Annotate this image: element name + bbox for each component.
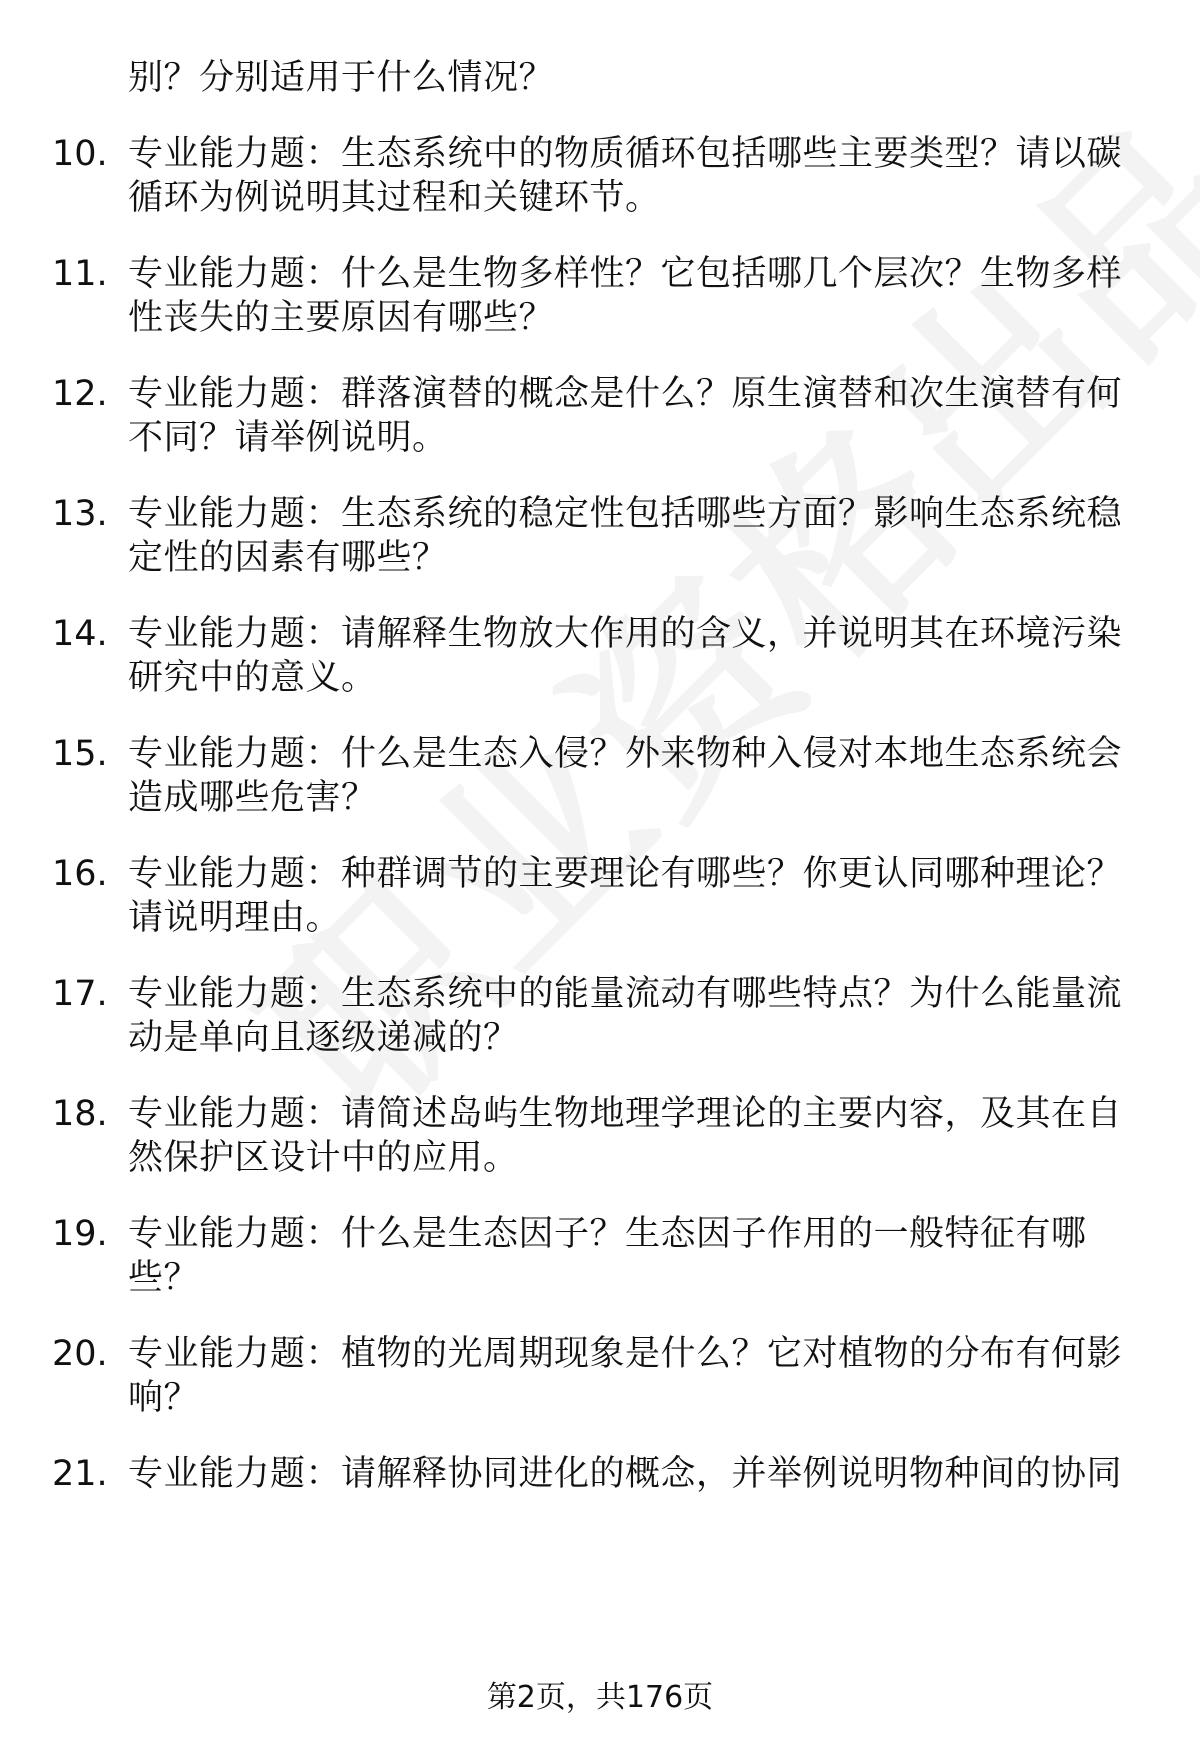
continuation-line: 别？分别适用于什么情况？ <box>128 58 555 98</box>
question-text-line: 专业能力题：什么是生态因子？生态因子作用的一般特征有哪 <box>128 1214 1087 1254</box>
question-text-line: 专业能力题：生态系统中的能量流动有哪些特点？为什么能量流 <box>128 974 1123 1014</box>
question-number: 10. <box>52 134 108 174</box>
question-text-line: 研究中的意义。 <box>128 658 377 698</box>
question-number: 11. <box>52 254 108 294</box>
question-text-line: 造成哪些危害？ <box>128 778 377 818</box>
question-text-line: 专业能力题：请简述岛屿生物地理学理论的主要内容，及其在自 <box>128 1094 1123 1134</box>
question-text-line: 专业能力题：种群调节的主要理论有哪些？你更认同哪种理论？ <box>128 854 1123 894</box>
question-text-line: 性丧失的主要原因有哪些？ <box>128 298 555 338</box>
question-number: 13. <box>52 494 108 534</box>
question-text-line: 定性的因素有哪些？ <box>128 538 448 578</box>
question-number: 12. <box>52 374 108 414</box>
question-text-line: 专业能力题：什么是生态入侵？外来物种入侵对本地生态系统会 <box>128 734 1123 774</box>
question-text-line: 专业能力题：植物的光周期现象是什么？它对植物的分布有何影 <box>128 1334 1123 1374</box>
question-text-line: 然保护区设计中的应用。 <box>128 1138 519 1178</box>
question-text-line: 专业能力题：群落演替的概念是什么？原生演替和次生演替有何 <box>128 374 1123 414</box>
question-text-line: 循环为例说明其过程和关键环节。 <box>128 178 661 218</box>
question-number: 19. <box>52 1214 108 1254</box>
question-text-line: 些？ <box>128 1258 200 1298</box>
question-text-line: 动是单向且逐级递减的？ <box>128 1018 519 1058</box>
question-number: 21. <box>52 1454 108 1494</box>
page-footer: 第2页，共176页 <box>486 1680 714 1715</box>
question-text-line: 请说明理由。 <box>128 898 342 938</box>
question-number: 16. <box>52 854 108 894</box>
question-number: 17. <box>52 974 108 1014</box>
question-text-line: 不同？请举例说明。 <box>128 418 448 458</box>
question-text-line: 专业能力题：什么是生物多样性？它包括哪几个层次？生物多样 <box>128 254 1123 294</box>
question-number: 15. <box>52 734 108 774</box>
question-number: 20. <box>52 1334 108 1374</box>
question-text-line: 专业能力题：生态系统中的物质循环包括哪些主要类型？请以碳 <box>128 134 1123 174</box>
question-text-line: 专业能力题：生态系统的稳定性包括哪些方面？影响生态系统稳 <box>128 494 1123 534</box>
question-text-line: 专业能力题：请解释协同进化的概念，并举例说明物种间的协同 <box>128 1454 1123 1494</box>
question-number: 18. <box>52 1094 108 1134</box>
question-text-line: 专业能力题：请解释生物放大作用的含义，并说明其在环境污染 <box>128 614 1123 654</box>
question-number: 14. <box>52 614 108 654</box>
question-text-line: 响？ <box>128 1378 200 1418</box>
